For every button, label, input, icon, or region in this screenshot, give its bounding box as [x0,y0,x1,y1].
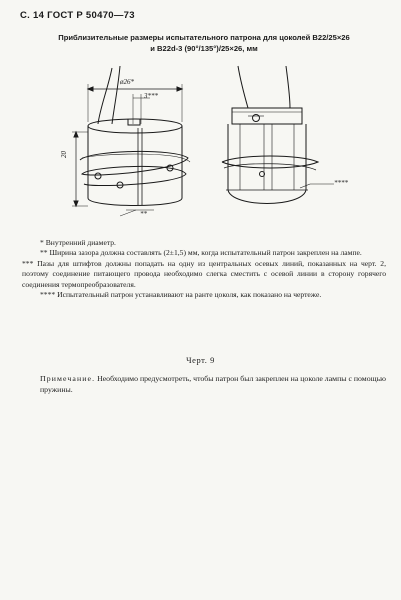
page-header: С. 14 ГОСТ Р 50470—73 [20,10,135,21]
footnote-3: *** Пазы для штифтов должны попадать на одну из центральных осевых линий, показанных на черт. 2, поэтому соединение питающего провода необходимо слегка сместить с осевой линии в сторону горячего соединения термопреобразователя. [22,258,386,289]
footnote-1: * Внутренний диаметр. [40,238,116,247]
dim-3-label: 3*** [144,92,158,100]
note-label: Примечание. [40,374,96,383]
footnotes [22,238,386,300]
footnote-2: ** Ширина зазора должна составлять (2±1,5) мм, когда испытательный патрон закреплен на лампе. [40,248,362,258]
dim-diameter-label: ø26* [120,78,134,86]
note-text: Необходимо предусмотреть, чтобы патрон был закреплен на цоколе лампы с помощью пружины. [40,374,387,394]
gap-mark-label: ** [140,210,147,218]
drawing-svg [0,58,401,238]
dim-20-label: 20 [60,151,68,158]
rim-mark-label: **** [334,179,348,187]
figure-caption [28,32,380,54]
caption-line-1: Приблизительные размеры испытательного патрона для цоколей B22/25×26 [58,33,350,42]
technical-drawing [0,58,401,238]
drawing-number: Черт. 9 [186,356,215,365]
footnote-4: **** Испытательный патрон устанавливают на ранте цоколя, как показано на чертеже. [40,290,322,300]
right-view [222,66,334,204]
caption-line-2: и B22d-3 (90°/135°)/25×26, мм [150,44,258,53]
left-view [72,66,190,216]
note [40,373,386,395]
